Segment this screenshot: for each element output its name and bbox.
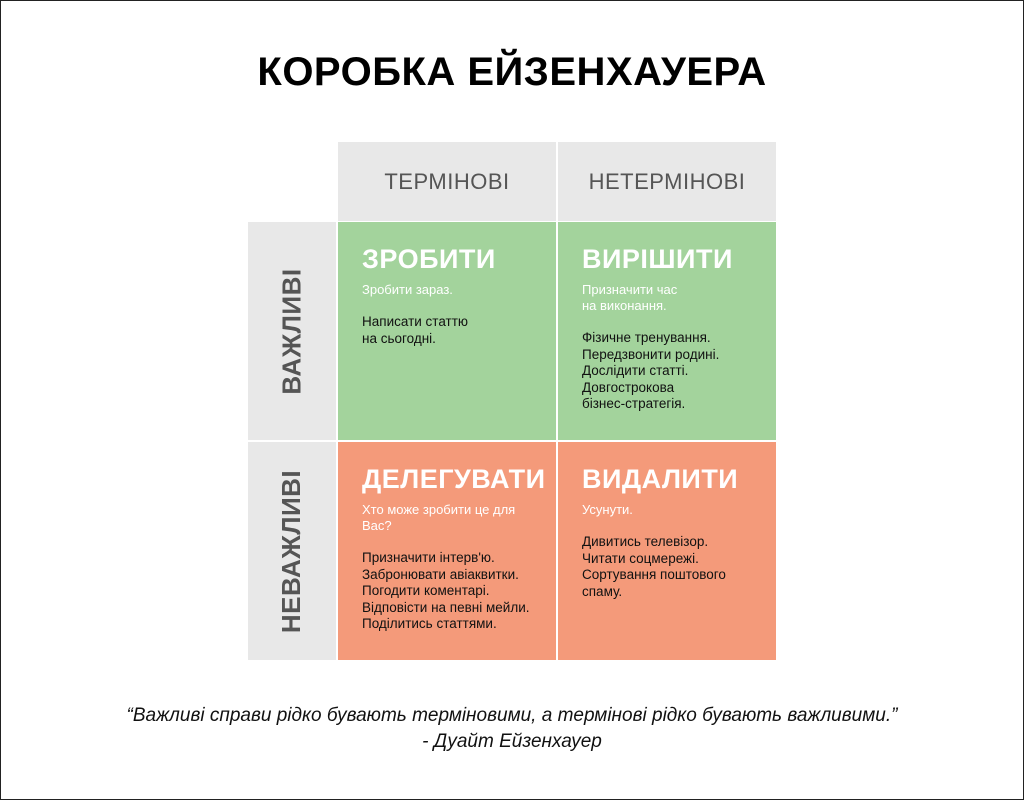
quadrant-delete: [558, 442, 776, 660]
page-title: КОРОБКА ЕЙЗЕНХАУЕРА: [257, 50, 767, 94]
quadrant-decide-subtitle: Призначити час на виконання.: [582, 282, 678, 313]
row-header-not-important-label: НЕВАЖЛИВІ: [276, 469, 307, 633]
quadrant-decide-title: ВИРІШИТИ: [582, 244, 733, 274]
quadrant-delegate-title: ДЕЛЕГУВАТИ: [362, 464, 546, 494]
quadrant-decide-items: Фізичне тренування. Передзвонити родині. Дослідити статті. Довгострокова бізнес-стратегія.: [582, 330, 720, 411]
quadrant-delegate-items: Призначити інтерв'ю. Забронювати авіаквитки. Погодити коментарі. Відповісти на певні мейли. Поділитись статтями.: [362, 550, 530, 631]
quote-author: - Дуайт Ейзенхауер: [422, 731, 602, 752]
quadrant-delegate-subtitle: Хто може зробити це для Вас?: [362, 502, 516, 533]
quote: [0, 703, 1024, 755]
quote-text: “Важливі справи рідко бувають терміновими, а термінові рідко бувають важливими.”: [126, 705, 898, 726]
row-header-important-label: ВАЖЛИВІ: [276, 267, 307, 395]
row-header-important: [248, 222, 336, 440]
row-header-not-important: [248, 442, 336, 660]
quadrant-decide: [558, 222, 776, 440]
quadrant-do-items: Написати статтю на сьогодні.: [362, 314, 469, 346]
quadrant-delegate: [338, 442, 556, 660]
quadrant-do-title: ЗРОБИТИ: [362, 244, 496, 274]
quadrant-delete-title: ВИДАЛИТИ: [582, 464, 739, 494]
quadrant-delete-subtitle: Усунути.: [582, 502, 633, 517]
quadrant-do: [338, 222, 556, 440]
quadrant-do-subtitle: Зробити зараз.: [362, 282, 453, 297]
quadrant-delete-items: Дивитись телевізор. Читати соцмережі. Сортування поштового спаму.: [582, 534, 726, 599]
column-header-urgent: ТЕРМІНОВІ: [338, 142, 556, 221]
column-header-not-urgent: НЕТЕРМІНОВІ: [558, 142, 776, 221]
